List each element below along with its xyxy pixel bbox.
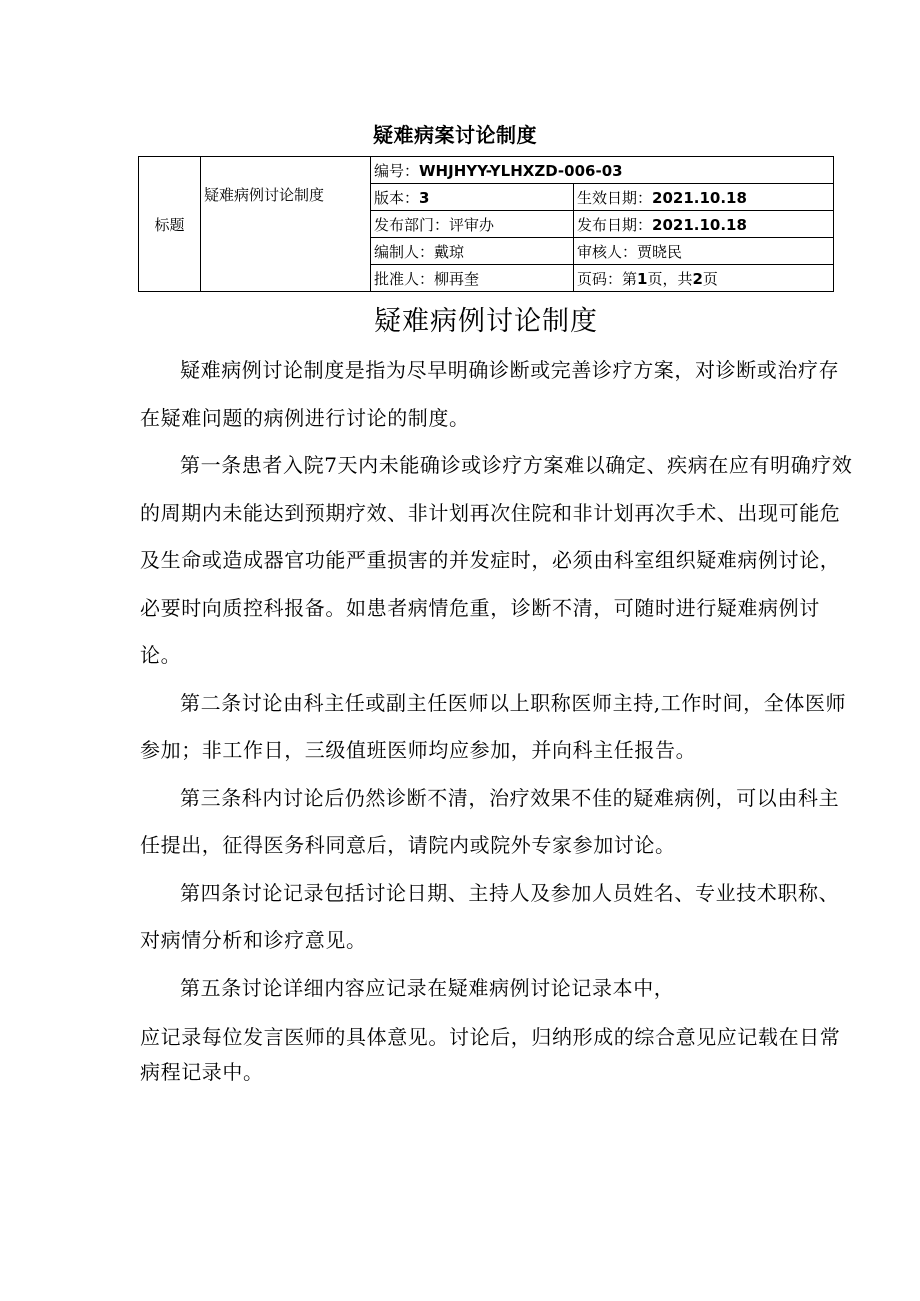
document-body [140, 347, 856, 1090]
paragraph-article-5: 第五条讨论详细内容应记录在疑难病例讨论记录本中， [180, 975, 675, 1000]
document-title: 疑难病例讨论制度 [374, 306, 598, 337]
header-title: 疑难病案讨论制度 [373, 123, 537, 147]
meta-code: 编号：WHJHYY-YLHXZD-006-03 [371, 157, 834, 184]
paragraph-article-1: 第一条患者入院7天内未能确诊或诊疗方案难以确定、疾病在应有明确疗效的周期内未能达到预期疗效、非计划再次住院和非计划再次手术、出现可能危及生命或造成器官功能严重损害的并发症时，必须由科室组织疑难病例讨论，必要时向质控科报备。如患者病情危重，诊断不清，可随时进行疑难病例讨论。 [140, 453, 853, 667]
meta-version: 版本：3 [371, 184, 574, 211]
meta-doc-name-cell: 疑难病例讨论制度 [201, 157, 371, 292]
document-meta-table [138, 156, 834, 292]
paragraph-article-2: 第二条讨论由科主任或副主任医师以上职称医师主持,工作时间，全体医师参加；非工作日，三级值班医师均应参加，并向科主任报告。 [140, 690, 847, 762]
meta-department: 发布部门：评审办 [371, 211, 574, 238]
meta-label-cell: 标题 [139, 157, 201, 292]
meta-effective-date: 生效日期：2021.10.18 [574, 184, 834, 211]
paragraph-article-3: 第三条科内讨论后仍然诊断不清，治疗效果不佳的疑难病例，可以由科主任提出，征得医务科同意后，请院内或院外专家参加讨论。 [140, 785, 840, 857]
meta-publish-date: 发布日期：2021.10.18 [574, 211, 834, 238]
paragraph-article-5-continued: 应记录每位发言医师的具体意见。讨论后，归纳形成的综合意见应记载在日常病程记录中。 [140, 1025, 841, 1084]
paragraph-intro: 疑难病例讨论制度是指为尽早明确诊断或完善诊疗方案，对诊断或治疗存在疑难问题的病例进行讨论的制度。 [140, 358, 840, 430]
meta-author: 编制人：戴琼 [371, 238, 574, 265]
meta-approver: 批准人：柳再奎 [371, 265, 574, 292]
meta-reviewer: 审核人：贾晓民 [574, 238, 834, 265]
meta-page-number: 页码：第1页，共2页 [574, 265, 834, 292]
paragraph-article-4: 第四条讨论记录包括讨论日期、主持人及参加人员姓名、专业技术职称、对病情分析和诊疗意见。 [140, 880, 840, 952]
